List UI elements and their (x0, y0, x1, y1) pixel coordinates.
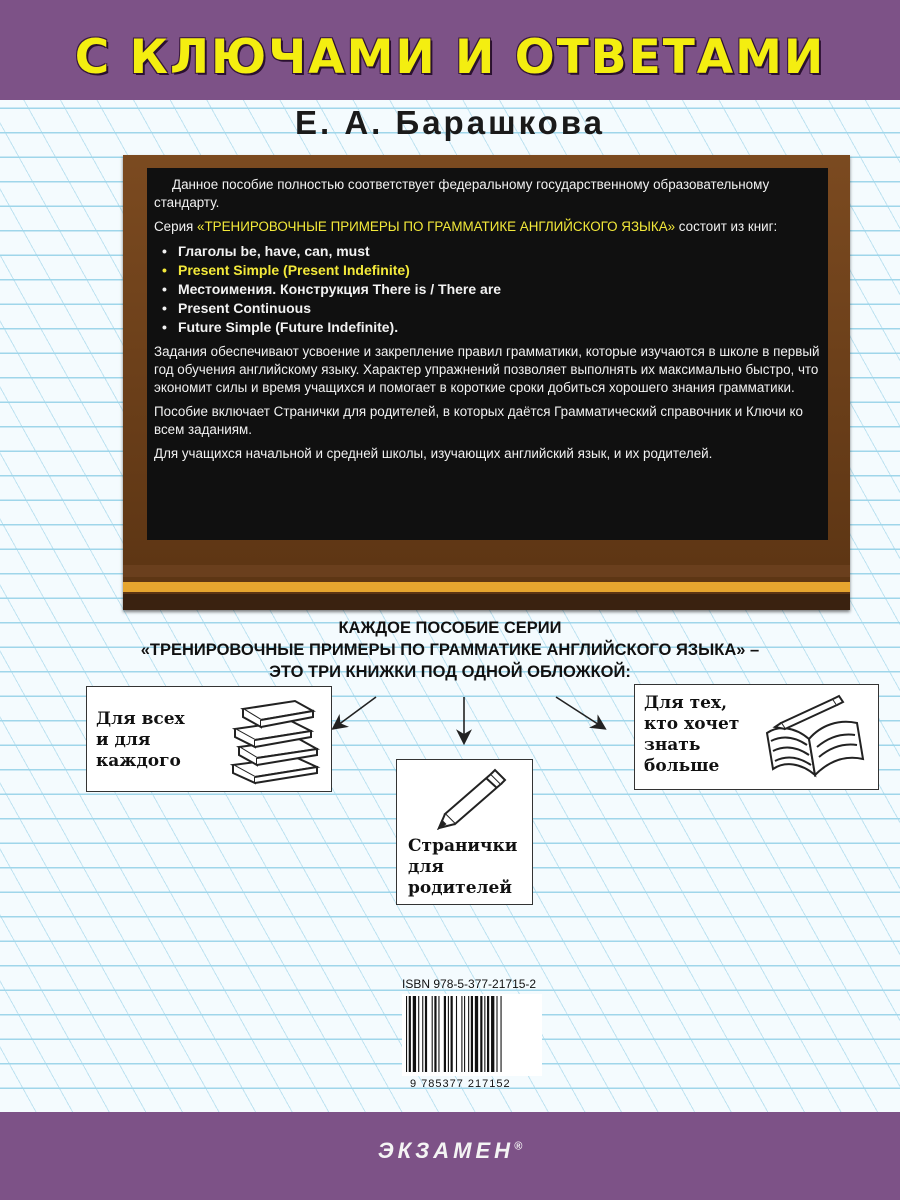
barcode-bar (480, 996, 482, 1072)
label-line: кто хочет (644, 714, 740, 734)
three-books-caption (0, 617, 900, 683)
standard-compliance-text: Данное пособие полностью соответствует федеральному государственному образовательному стандарту. (154, 177, 770, 210)
caption-line-2: «ТРЕНИРОВОЧНЫЕ ПРИМЕРЫ ПО ГРАММАТИКЕ АНГЛИЙСКОГО ЯЗЫКА» – (140, 641, 760, 659)
book-box-parents (396, 759, 533, 905)
pencil-icon (431, 766, 511, 830)
label-line: для (408, 857, 444, 877)
series-prefix: Серия (154, 219, 198, 234)
isbn-number: ISBN 978-5-377-21715-2 (402, 977, 537, 991)
label-line: знать (644, 735, 701, 755)
barcode-bar (471, 996, 473, 1072)
chalkboard-text (154, 176, 824, 469)
books-stack-icon (225, 695, 325, 785)
barcode-bar (448, 996, 449, 1072)
audience-description: Для учащихся начальной и средней школы, изучающих английский язык, и их родителей. (154, 446, 713, 461)
book-list-item: • Глаголы be, have, can, must (162, 242, 824, 261)
book-box-advanced-label (644, 693, 739, 777)
open-notebook-with-pen-icon (759, 689, 871, 783)
book-list-item: • Местоимения. Конструкция There is / There are (162, 280, 824, 299)
barcode-bar (444, 996, 446, 1072)
registered-mark: ® (514, 1140, 523, 1153)
barcode-bar (484, 996, 485, 1072)
series-title: С КЛЮЧАМИ И ОТВЕТАМИ (74, 30, 826, 85)
barcode-bar (409, 996, 411, 1072)
barcode-bar (432, 996, 433, 1072)
series-suffix: состоит из книг: (675, 219, 778, 234)
series-name-highlight: «ТРЕНИРОВОЧНЫЕ ПРИМЕРЫ ПО ГРАММАТИКЕ АНГЛИЙСКОГО ЯЗЫКА» (197, 219, 676, 234)
book-list-item-current: • Present Simple (Present Indefinite) (162, 261, 824, 280)
book-box-advanced (634, 684, 879, 790)
barcode-bar (491, 996, 494, 1072)
chalkboard-ledge-stripe (123, 582, 850, 592)
barcode-icon (402, 994, 542, 1076)
barcode-bar (406, 996, 407, 1072)
book-box-everyone (86, 686, 332, 792)
barcode-bar (425, 996, 427, 1072)
book-box-parents-label (408, 836, 517, 899)
book-list-item: • Present Continuous (162, 299, 824, 318)
barcode-bar (451, 996, 453, 1072)
barcode-bar (434, 996, 436, 1072)
book-list-item: • Future Simple (Future Indefinite). (162, 318, 824, 337)
barcode-bar (418, 996, 419, 1072)
barcode-bar (475, 996, 478, 1072)
label-line: и для (96, 730, 151, 750)
barcode-bar (413, 996, 416, 1072)
chalkboard-ledge-base (123, 594, 850, 610)
chalkboard-ledge-dark (123, 565, 850, 577)
series-description (154, 218, 824, 236)
book-box-everyone-label (96, 709, 185, 772)
barcode-bar (501, 996, 502, 1072)
barcode-bar (468, 996, 469, 1072)
barcode-bar (438, 996, 439, 1072)
barcode-bar (496, 996, 497, 1072)
label-line: каждого (96, 751, 181, 771)
label-line: Странички (408, 836, 518, 856)
barcode-bar (456, 996, 457, 1072)
label-line: Для всех (96, 709, 185, 729)
publisher-logo (0, 1138, 900, 1164)
barcode-digits: 9 785377 217152 (410, 1078, 511, 1090)
caption-line-3: ЭТО ТРИ КНИЖКИ ПОД ОДНОЙ ОБЛОЖКОЙ: (269, 663, 631, 681)
barcode-bar (487, 996, 489, 1072)
book-list (162, 242, 824, 337)
barcode-bar (464, 996, 465, 1072)
caption-line-1: КАЖДОЕ ПОСОБИЕ СЕРИИ (338, 619, 562, 637)
label-line: больше (644, 756, 720, 776)
publisher-name: ЭКЗАМЕН (377, 1138, 515, 1163)
parents-pages-description: Пособие включает Странички для родителей, в которых даётся Грамматический справочник и Ключи ко всем заданиям. (154, 404, 803, 437)
label-line: родителей (408, 878, 512, 898)
barcode-bar (422, 996, 423, 1072)
barcode-bar (461, 996, 462, 1072)
label-line: Для тех, (644, 693, 727, 713)
author-name: Е. А. Барашкова (294, 104, 606, 141)
tasks-description: Задания обеспечивают усвоение и закрепление правил грамматики, которые изучаются в школе в первый год обучения английскому языку. Характер упражнений позволяет выполнять их максимально быстро, что экономит силы и время учащихся и помогает в короткие сроки добиться хорошего знания грамматики. (154, 344, 820, 395)
